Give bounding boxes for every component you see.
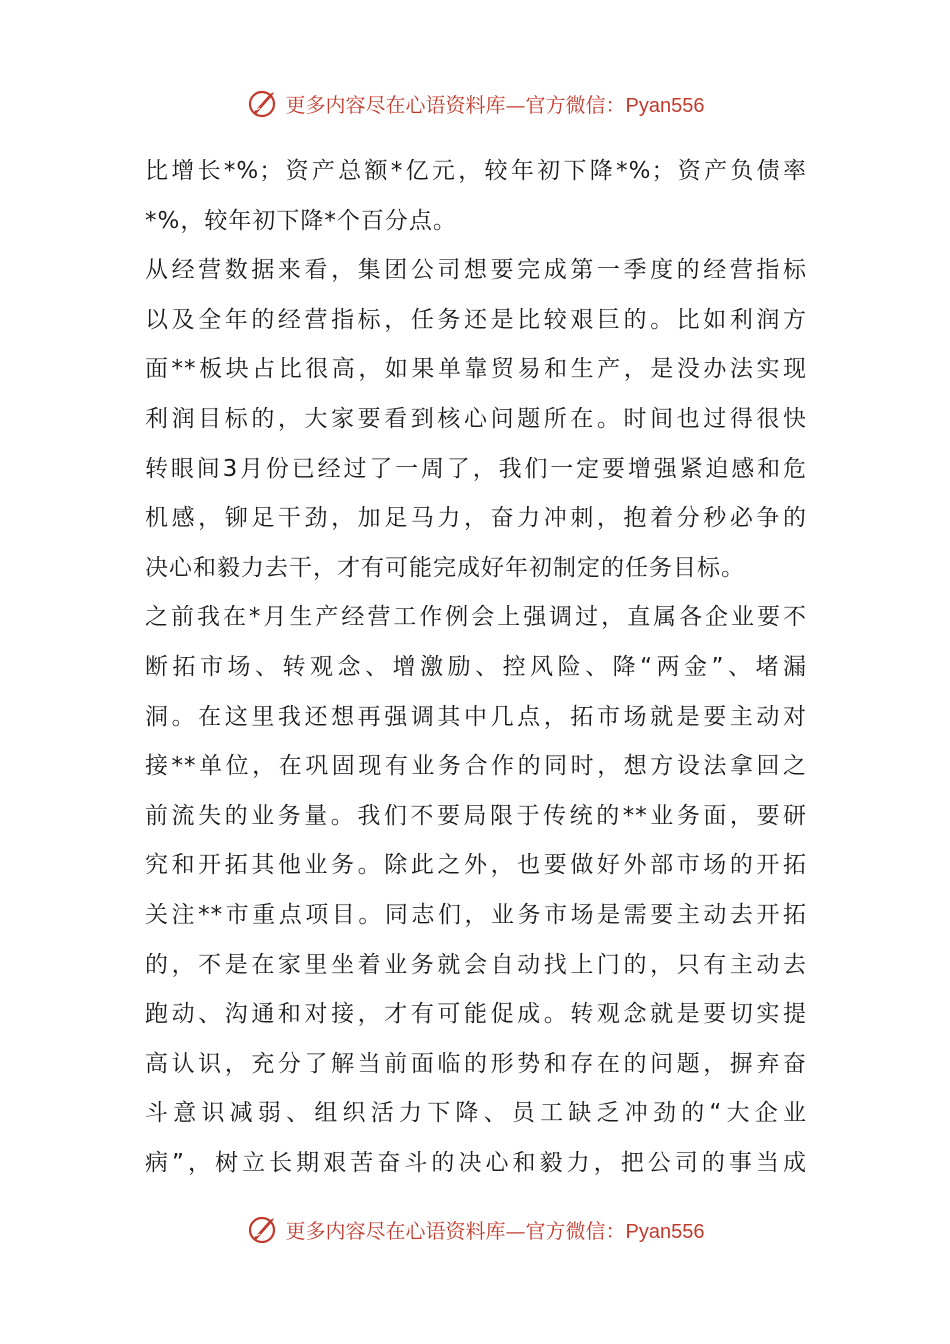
body-line: 前流失的业务量。我们不要局限于传统的**业务面，要研 <box>145 802 807 829</box>
header-wechat-id: Pyan556 <box>625 94 705 117</box>
body-line: 病”，树立长期艰苦奋斗的决心和毅力，把公司的事当成 <box>145 1149 807 1176</box>
body-line: 转眼间3月份已经过了一周了，我们一定要增强紧迫感和危 <box>145 455 807 482</box>
body-line: *%，较年初下降*个百分点。 <box>145 207 457 234</box>
body-line: 的，不是在家里坐着业务就会自动找上门的，只有主动去 <box>145 951 807 978</box>
body-line: 以及全年的经营指标，任务还是比较艰巨的。比如利润方 <box>145 306 807 333</box>
body-line: 机感，铆足干劲，加足马力，奋力冲刺，抱着分秒必争的 <box>145 505 807 532</box>
footer-banner-label: 更多内容尽在心语资料库—官方微信： <box>285 1218 626 1243</box>
body-line: 斗意识减弱、组织活力下降、员工缺乏冲劲的“大企业 <box>145 1100 807 1127</box>
body-line: 接**单位，在巩固现有业务合作的同时，想方设法拿回之 <box>145 753 807 780</box>
body-line: 高认识，充分了解当前面临的形势和存在的问题，摒弃奋 <box>145 1050 807 1077</box>
header-banner-text <box>286 89 705 118</box>
pen-logo-icon <box>246 86 280 120</box>
footer-wechat-id: Pyan556 <box>625 1220 705 1243</box>
body-line: 跑动、沟通和对接，才有可能促成。转观念就是要切实提 <box>145 1001 807 1028</box>
pen-logo-icon <box>246 1212 280 1246</box>
body-line: 从经营数据来看，集团公司想要完成第一季度的经营指标 <box>145 257 807 284</box>
footer-banner <box>0 1209 950 1249</box>
body-line: 之前我在*月生产经营工作例会上强调过，直属各企业要不 <box>145 604 807 631</box>
body-line: 断拓市场、转观念、增激励、控风险、降“两金”、堵漏 <box>145 653 807 680</box>
body-line: 利润目标的，大家要看到核心问题所在。时间也过得很快 <box>145 405 807 432</box>
header-banner <box>0 83 950 123</box>
footer-banner-text <box>286 1215 705 1244</box>
body-line: 比增长*%；资产总额*亿元，较年初下降*%；资产负债率 <box>145 158 807 184</box>
header-banner-label: 更多内容尽在心语资料库—官方微信： <box>285 92 626 117</box>
document-body <box>145 147 807 1188</box>
body-line: 面**板块占比很高，如果单靠贸易和生产，是没办法实现 <box>145 356 807 383</box>
body-line: 洞。在这里我还想再强调其中几点，拓市场就是要主动对 <box>145 703 807 730</box>
body-line: 关注**市重点项目。同志们，业务市场是需要主动去开拓 <box>145 901 807 928</box>
body-line: 决心和毅力去干，才有可能完成好年初制定的任务目标。 <box>145 554 745 581</box>
body-line: 究和开拓其他业务。除此之外，也要做好外部市场的开拓 <box>145 852 807 879</box>
